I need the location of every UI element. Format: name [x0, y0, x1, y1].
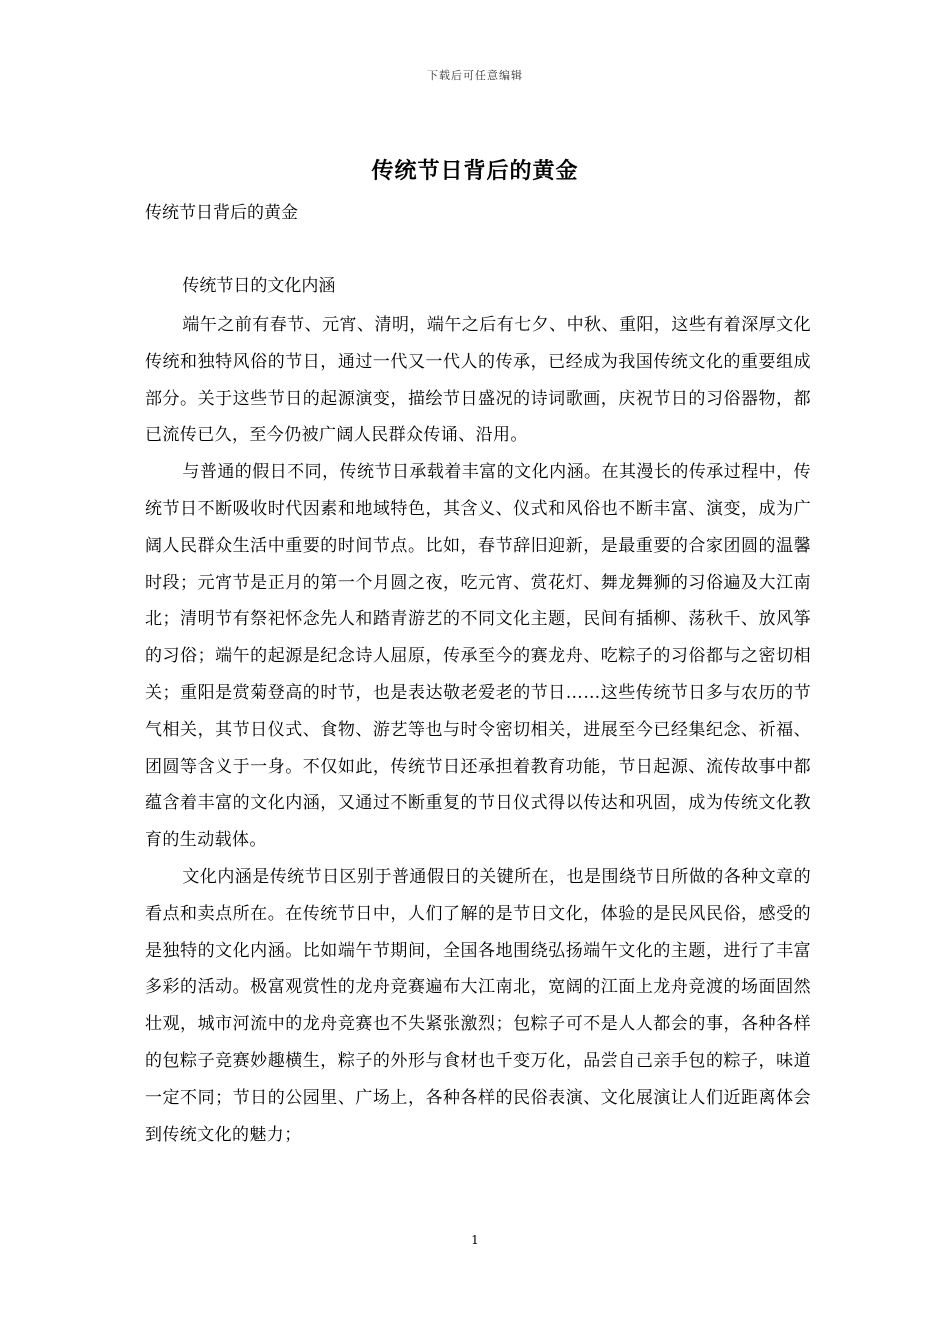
section-heading: 传统节日的文化内涵 — [182, 276, 336, 296]
document-title: 传统节日背后的黄金 — [371, 158, 579, 184]
paragraph-2: 与普通的假日不同，传统节日承载着丰富的文化内涵。在其漫长的传承过程中，传统节日不断吸收时代因素和地域特色，其含义、仪式和风俗也不断丰富、演变，成为广阔人民群众生活中重要的时间节点。比如，春节辞旧迎新，是最重要的合家团圆的温馨时段；元宵节是正月的第一个月圆之夜，吃元宵、赏花灯、舞龙舞狮的习俗遍及大江南北；清明节有祭祀怀念先人和踏青游艺的不同文化主题，民间有插柳、荡秋千、放风筝的习俗；端午的起源是纪念诗人屈原，传承至今的赛龙舟、吃粽子的习俗都与之密切相关；重阳是赏菊登高的时节，也是表达敬老爱老的节日……这些传统节日多与农历的节气相关，其节日仪式、食物、游艺等也与时令密切相关，进展至今已经集纪念、祈福、团圆等含义于一身。不仅如此，传统节日还承担着教育功能，节日起源、流传故事中都蕴含着丰富的文化内涵，又通过不断重复的节日仪式得以传达和巩固，成为传统文化教育的生动载体。 — [145, 462, 811, 851]
page-header-note: 下载后可任意编辑 — [427, 69, 523, 82]
document-subtitle: 传统节日背后的黄金 — [145, 203, 298, 223]
page-number: 1 — [471, 1233, 479, 1247]
paragraph-3: 文化内涵是传统节日区别于普通假日的关键所在，也是围绕节日所做的各种文章的看点和卖点所在。在传统节日中，人们了解的是节日文化，体验的是民风民俗，感受的是独特的文化内涵。比如端午节期间，全国各地围绕弘扬端午文化的主题，进行了丰富多彩的活动。极富观赏性的龙舟竞赛遍布大江南北，宽阔的江面上龙舟竞渡的场面固然壮观，城市河流中的龙舟竞赛也不失紧张激烈；包粽子可不是人人都会的事，各种各样的包粽子竞赛妙趣横生，粽子的外形与食材也千变万化，品尝自己亲手包的粽子，味道一定不同；节日的公园里、广场上，各种各样的民俗表演、文化展演让人们近距离体会到传统文化的魅力； — [145, 866, 811, 1145]
paragraph-1: 端午之前有春节、元宵、清明，端午之后有七夕、中秋、重阳，这些有着深厚文化传统和独特风俗的节日，通过一代又一代人的传承，已经成为我国传统文化的重要组成部分。关于这些节日的起源演变，描绘节日盛况的诗词歌画，庆祝节日的习俗器物，都已流传已久，至今仍被广阔人民群众传诵、沿用。 — [145, 315, 811, 446]
document-body — [145, 271, 811, 1153]
